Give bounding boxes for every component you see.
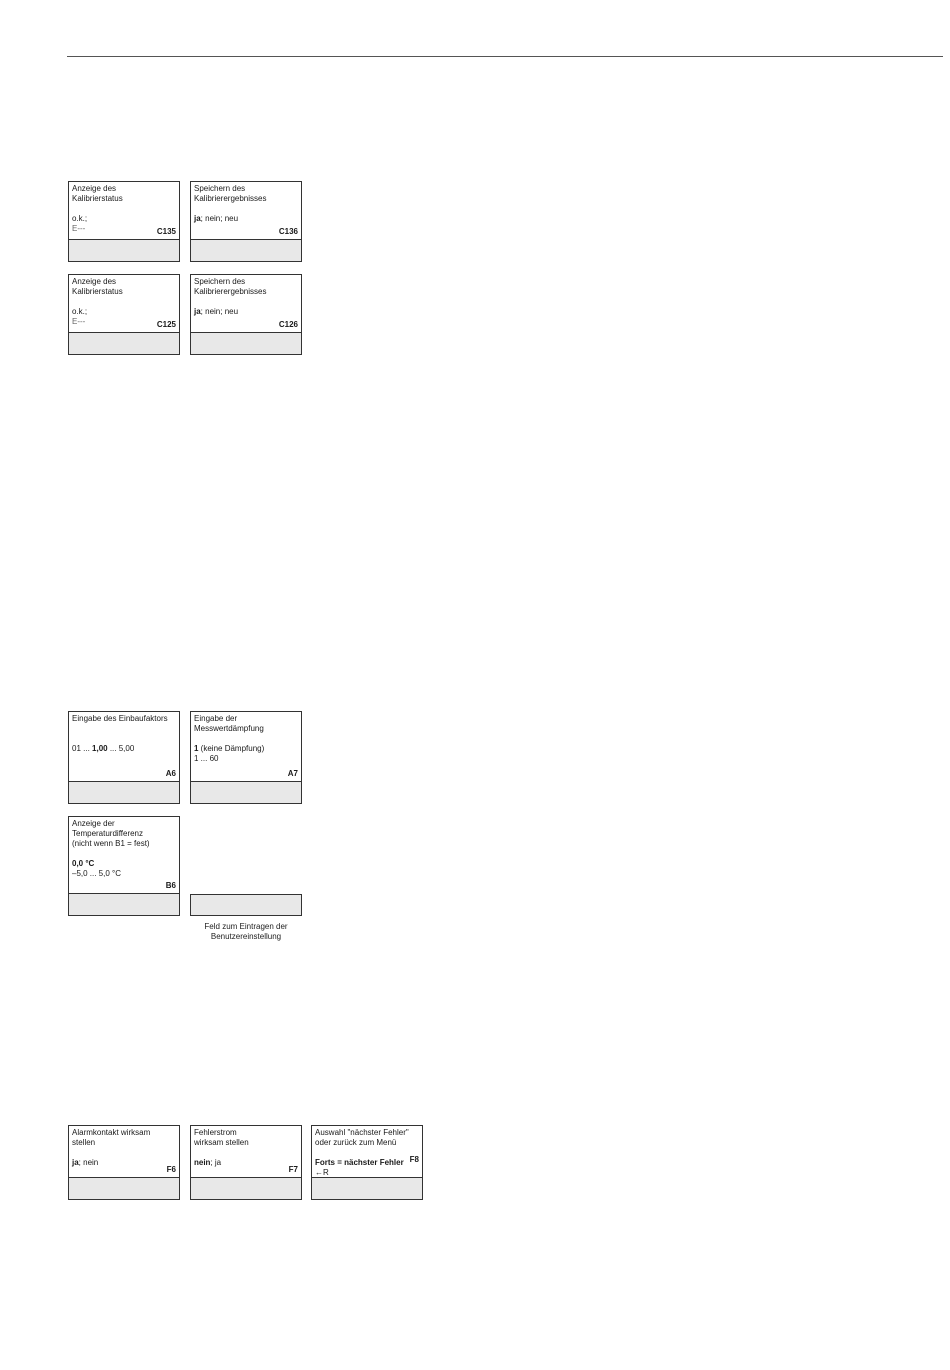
screen-option: E--- xyxy=(72,317,86,326)
screen-option: o.k.; xyxy=(72,214,88,223)
display-screen xyxy=(190,1125,302,1178)
display-screen xyxy=(68,816,180,894)
screen-text: Anzeige der xyxy=(72,819,115,828)
display-screen xyxy=(68,274,180,333)
display-card-b6 xyxy=(68,816,180,916)
screen-code: C125 xyxy=(156,320,176,329)
display-screen xyxy=(190,711,302,782)
user-setting-field[interactable] xyxy=(311,1178,423,1200)
user-setting-field[interactable] xyxy=(68,894,180,916)
display-screen xyxy=(190,274,302,333)
display-card-c136 xyxy=(190,181,302,262)
screen-option: 1 (keine Dämpfung) xyxy=(194,744,265,753)
display-screen xyxy=(68,1125,180,1178)
screen-option: 0,0 °C xyxy=(72,859,95,868)
screen-option: o.k.; xyxy=(72,307,88,316)
screen-text: Speichern des xyxy=(194,184,246,193)
screen-code: A6 xyxy=(165,769,176,778)
legend-caption-line: Feld zum Eintragen der xyxy=(204,922,288,931)
display-card-c125 xyxy=(68,274,180,355)
screen-text: (nicht wenn B1 = fest) xyxy=(72,839,150,848)
user-setting-field[interactable] xyxy=(190,782,302,804)
legend-field-sample xyxy=(190,894,302,916)
screen-text: Kalibrierergebnisses xyxy=(194,194,267,203)
screen-range: 1 ... 60 xyxy=(194,754,219,763)
screen-text: stellen xyxy=(72,1138,96,1147)
legend-caption-line: Benutzereinstellung xyxy=(210,932,282,941)
screen-range: 01 ... 1,00 ... 5,00 xyxy=(72,744,135,753)
display-card-a6 xyxy=(68,711,180,804)
user-setting-field[interactable] xyxy=(68,1178,180,1200)
display-screen xyxy=(190,181,302,240)
screen-text: Anzeige des xyxy=(72,184,117,193)
screen-text: Eingabe der xyxy=(194,714,238,723)
screen-code: A7 xyxy=(287,769,298,778)
screen-code: B6 xyxy=(165,881,176,890)
screen-text: Auswahl "nächster Fehler" xyxy=(315,1128,409,1137)
screen-range: –5,0 ... 5,0 °C xyxy=(72,869,122,878)
screen-code: F7 xyxy=(288,1165,298,1174)
display-screen xyxy=(68,711,180,782)
screen-text: Messwertdämpfung xyxy=(194,724,264,733)
legend-caption xyxy=(176,922,316,942)
display-screen xyxy=(68,181,180,240)
screen-text: Kalibrierstatus xyxy=(72,194,123,203)
screen-text: Temperaturdifferenz xyxy=(72,829,143,838)
screen-option: ja; nein xyxy=(72,1158,99,1167)
screen-text: Kalibrierstatus xyxy=(72,287,123,296)
display-card-a7 xyxy=(190,711,302,804)
screen-text: Eingabe des Einbaufaktors xyxy=(72,714,168,723)
screen-text: Speichern des xyxy=(194,277,246,286)
screen-text: Alarmkontakt wirksam xyxy=(72,1128,151,1137)
display-card-c135 xyxy=(68,181,180,262)
screen-code: C136 xyxy=(278,227,298,236)
screen-text: oder zurück zum Menü xyxy=(315,1138,397,1147)
screen-option: nein; ja xyxy=(194,1158,222,1167)
screen-text: Kalibrierergebnisses xyxy=(194,287,267,296)
header-rule xyxy=(67,56,943,57)
user-setting-field[interactable] xyxy=(68,240,180,262)
screen-option: ja; nein; neu xyxy=(194,214,239,223)
user-setting-field[interactable] xyxy=(190,1178,302,1200)
screen-code: C135 xyxy=(156,227,176,236)
screen-text: Fehlerstrom xyxy=(194,1128,237,1137)
screen-option: Forts = nächster Fehler xyxy=(315,1158,404,1167)
screen-code: C126 xyxy=(278,320,298,329)
screen-option: ja; nein; neu xyxy=(194,307,239,316)
display-card-f6 xyxy=(68,1125,180,1200)
screen-option: E--- xyxy=(72,224,86,233)
screen-text: wirksam stellen xyxy=(194,1138,249,1147)
screen-text: Anzeige des xyxy=(72,277,117,286)
screen-code: F8 xyxy=(409,1155,419,1164)
user-setting-field[interactable] xyxy=(190,240,302,262)
display-card-f7 xyxy=(190,1125,302,1200)
user-setting-field[interactable] xyxy=(68,782,180,804)
user-setting-field[interactable] xyxy=(68,333,180,355)
display-card-c126 xyxy=(190,274,302,355)
screen-code: F6 xyxy=(166,1165,176,1174)
screen-return: ←R xyxy=(315,1168,329,1177)
user-setting-field[interactable] xyxy=(190,333,302,355)
display-card-f8 xyxy=(311,1125,423,1200)
display-screen xyxy=(311,1125,423,1178)
